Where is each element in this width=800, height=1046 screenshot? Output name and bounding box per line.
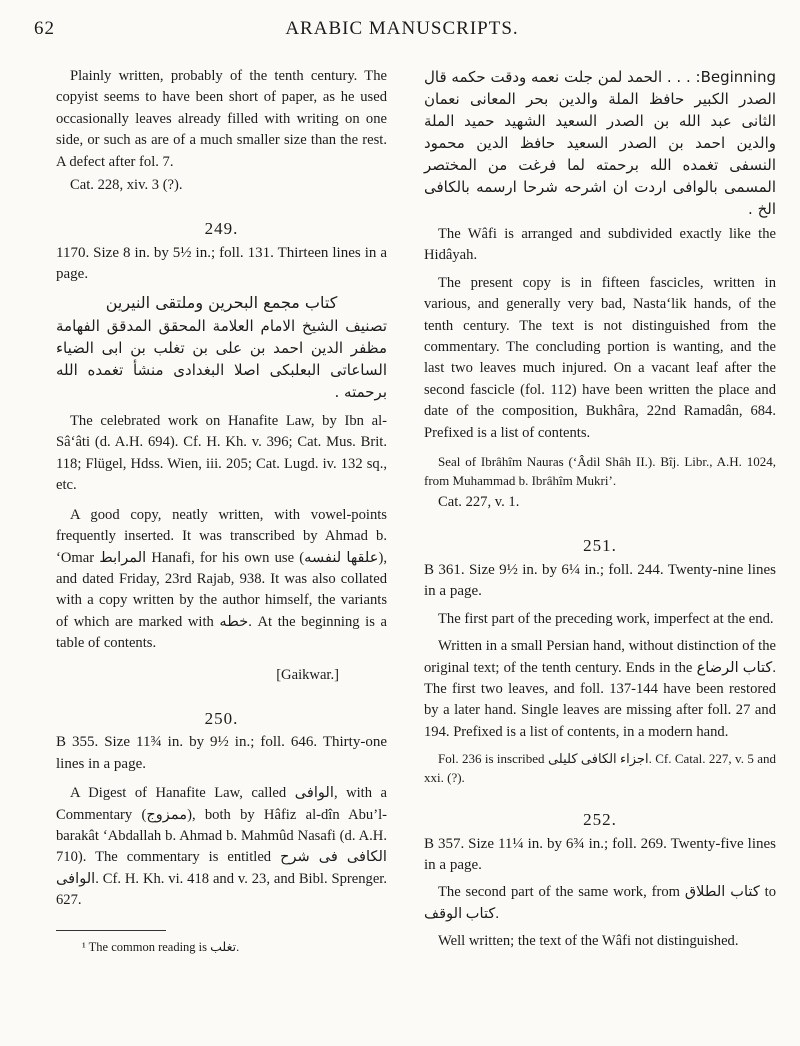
entry-251-head: B 361. Size 9½ in. by 6¼ in.; foll. 244. Twenty-nine lines in a page. bbox=[424, 561, 776, 600]
entry-249-paragraph-1: The celebrated work on Hanafite Law, by Ibn al-Sâ‘âti (d. A.H. 694). Cf. H. Kh. v. 396; Cat. Mus. Brit. 118; Flügel, Hdss. Wien, iii. 205; Cat. Lugd. iv. 132 sq., etc. bbox=[56, 413, 387, 494]
entry-number-250: 250. bbox=[204, 708, 239, 728]
seal-catalogue-ref: Cat. 227, v. 1. bbox=[438, 494, 520, 511]
entry-249-head: 1170. Size 8 in. by 5½ in.; foll. 131. Thirteen lines in a page. bbox=[56, 244, 387, 283]
page-header bbox=[34, 18, 770, 48]
entry-250-head: B 355. Size 11¾ in. by 9½ in.; foll. 646. Thirty-one lines in a page. bbox=[56, 734, 387, 772]
seal-note: Seal of Ibrâhîm Nauras (‘Âdil Shâh II.). Bîj. Libr., A.H. 1024, from Muhammad b. Ibrâhîm Mukri’. bbox=[424, 454, 776, 489]
right-paragraph-2: The present copy is in fifteen fascicles, written in various, and generally very bad, Nasta‘lik hands, of the tenth century. The text is not distinguished from the commentary. The concluding portion is wanting, and the last two leaves much injured. On a vacant leaf after the second fascicle (fol. 112) have been written the place and date of the composition, Bukhâra, 22nd Ramadân, 684. Prefixed is a list of contents. bbox=[424, 274, 776, 441]
running-head: ARABIC MANUSCRIPTS. bbox=[285, 18, 519, 39]
entry-number-251: 251. bbox=[583, 536, 617, 556]
footnote: ¹ The common reading is تغلب. bbox=[82, 939, 240, 954]
entry-249-source: [Gaikwar.] bbox=[276, 666, 339, 683]
entry-251-paragraph-2: Written in a small Persian hand, without distinction of the original text; of the tenth century. Ends in the كتاب الرضاع. The first two leaves, and foll. 137-144 have been restored by a later hand. Single leaves are missing after foll. 27 and 194. Prefixed is a list of contents, in a modern hand. bbox=[424, 638, 776, 740]
entry-249-paragraph-2: A good copy, neatly written, with vowel-points frequently inserted. It was transcribed by Ahmad b. ‘Omar المرابط Hanafi, for his own use (علقها لنفسه), and dated Friday, 23rd Rajab, 938. It was also collated with a copy written by the author himself, the variants of which are marked with خطه. At the beginning is a table of contents. bbox=[56, 506, 387, 652]
entry-249-arabic-text: تصنيف الشيخ الامام العلامة المحقق المدقق الفهامة مظفر الدين احمد بن على بن تغلب بن ابى الضياء الساعاتى البعلبكى اصلا البغدادى منشأ تغمده الله برحمته . bbox=[56, 317, 387, 402]
left-column bbox=[56, 66, 387, 958]
beginning-arabic-text: Beginning: . . . الحمد لمن جلت نعمه ودقت حكمه قال الصدر الكبير حافظ الملة والدين بحر المعانى نعمان الثانى عبد الله بن الصدر السعيد الشهيد حميد الملة والدين احمد بن الصدر السعيد حافظ الدين محمود النسفى تغمده الله برحمته لما فرغت من المختصر المسمى بالوافى اردت ان اشرحه شرحا ارسمه بالكافى الخ . bbox=[424, 68, 776, 218]
entry-252-paragraph-1: The second part of the same work, from كتاب الطلاق to كتاب الوقف. bbox=[424, 884, 777, 922]
intro-catalogue-ref: Cat. 228, xiv. 3 (?). bbox=[70, 177, 183, 194]
footnote-rule bbox=[56, 930, 166, 931]
entry-number-249: 249. bbox=[204, 219, 239, 239]
entry-249-arabic-title: كتاب مجمع البحرين وملتقى النيرين bbox=[105, 292, 338, 312]
page-number: 62 bbox=[34, 18, 55, 39]
intro-paragraph: Plainly written, probably of the tenth century. The copyist seems to have been short of paper, as he used occasionally leaves already filled with writing on one side, or such as are of a much smaller size than the rest. A defect after fol. 7. bbox=[56, 68, 387, 170]
entry-252-head: B 357. Size 11¼ in. by 6¾ in.; foll. 269. Twenty-five lines in a page. bbox=[424, 835, 776, 873]
entry-number-252: 252. bbox=[583, 810, 617, 830]
entry-251-paragraph-1: The first part of the preceding work, imperfect at the end. bbox=[438, 610, 774, 627]
entry-252-paragraph-2: Well written; the text of the Wâfi not distinguished. bbox=[438, 933, 739, 950]
right-paragraph-1: The Wâfi is arranged and subdivided exactly like the Hidâyah. bbox=[424, 226, 776, 264]
entry-250-paragraph-1: A Digest of Hanafite Law, called الوافى, with a Commentary (ممزوج), both by Hâfiz al-dîn Abu’l-barakât ‘Abdallah b. Ahmad b. Mahmûd Nasafi (d. A.H. 710). The commentary is entitled الكافى فى شرح الوافى. Cf. H. Kh. vi. 418 and v. 23, and Bibl. Sprenger. 627. bbox=[56, 785, 388, 909]
entry-251-paragraph-3: Fol. 236 is inscribed اجزاء الكافى كليلى. Cf. Catal. 227, v. 5 and xxi. (?). bbox=[424, 751, 776, 786]
right-column bbox=[424, 66, 776, 953]
